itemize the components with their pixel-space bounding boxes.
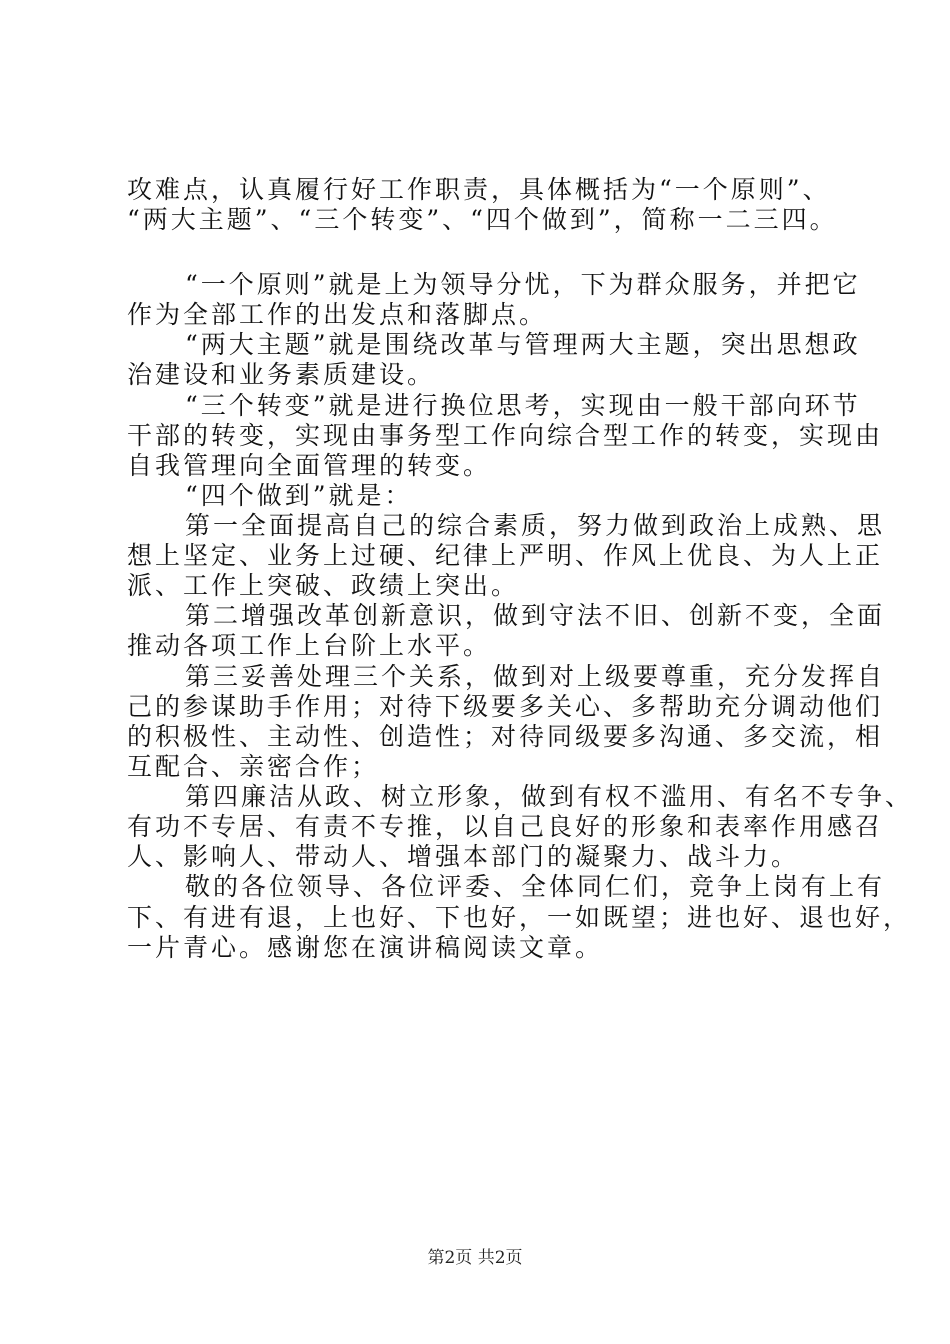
text-line: 想上坚定、业务上过硬、纪律上严明、作风上优良、为人上正 (127, 541, 884, 570)
text-line: 干部的转变，实现由事务型工作向综合型工作的转变，实现由 (127, 421, 884, 450)
text-line: 第三妥善处理三个关系，做到对上级要尊重，充分发挥自 (185, 662, 886, 691)
text-line: 派、工作上突破、政绩上突出。 (127, 571, 520, 600)
text-line: 有功不专居、有责不专推，以自己良好的形象和表率作用感召 (127, 812, 884, 841)
text-line: 攻难点，认真履行好工作职责，具体概括为“一个原则”、 (127, 175, 831, 204)
text-line: 一片青心。感谢您在演讲稿阅读文章。 (127, 933, 604, 962)
text-line: 互配合、亲密合作； (127, 752, 380, 781)
text-line: 第一全面提高自己的综合素质，努力做到政治上成熟、思 (185, 511, 886, 540)
text-line: 第四廉洁从政、树立形象，做到有权不滥用、有名不专争、 (185, 782, 914, 811)
text-line: 下、有进有退，上也好、下也好，一如既望；进也好、退也好， (127, 903, 912, 932)
text-line: 的积极性、主动性、创造性；对待同级要多沟通、多交流，相 (127, 722, 884, 751)
text-line: “三个转变”就是进行换位思考，实现由一般干部向环节 (185, 391, 861, 420)
text-line: “一个原则”就是上为领导分忧，下为群众服务，并把它 (185, 270, 861, 299)
text-line: 人、影响人、带动人、增强本部门的凝聚力、战斗力。 (127, 842, 800, 871)
text-line: 推动各项工作上台阶上水平。 (127, 631, 492, 660)
text-line: “两大主题”就是围绕改革与管理两大主题，突出思想政 (185, 330, 861, 359)
text-line: 第二增强改革创新意识，做到守法不旧、创新不变，全面 (185, 601, 886, 630)
page-number-footer: 第2页 共2页 (427, 1248, 523, 1268)
text-line: 敬的各位领导、各位评委、全体同仁们，竞争上岗有上有 (185, 872, 886, 901)
text-line: “四个做到”就是： (185, 481, 413, 510)
text-line: 己的参谋助手作用；对待下级要多关心、多帮助充分调动他们 (127, 692, 884, 721)
text-line: “两大主题”、“三个转变”、“四个做到”，简称一二三四。 (127, 205, 838, 234)
text-line: 自我管理向全面管理的转变。 (127, 451, 492, 480)
text-line: 治建设和业务素质建设。 (127, 360, 436, 389)
text-line: 作为全部工作的出发点和落脚点。 (127, 300, 548, 329)
